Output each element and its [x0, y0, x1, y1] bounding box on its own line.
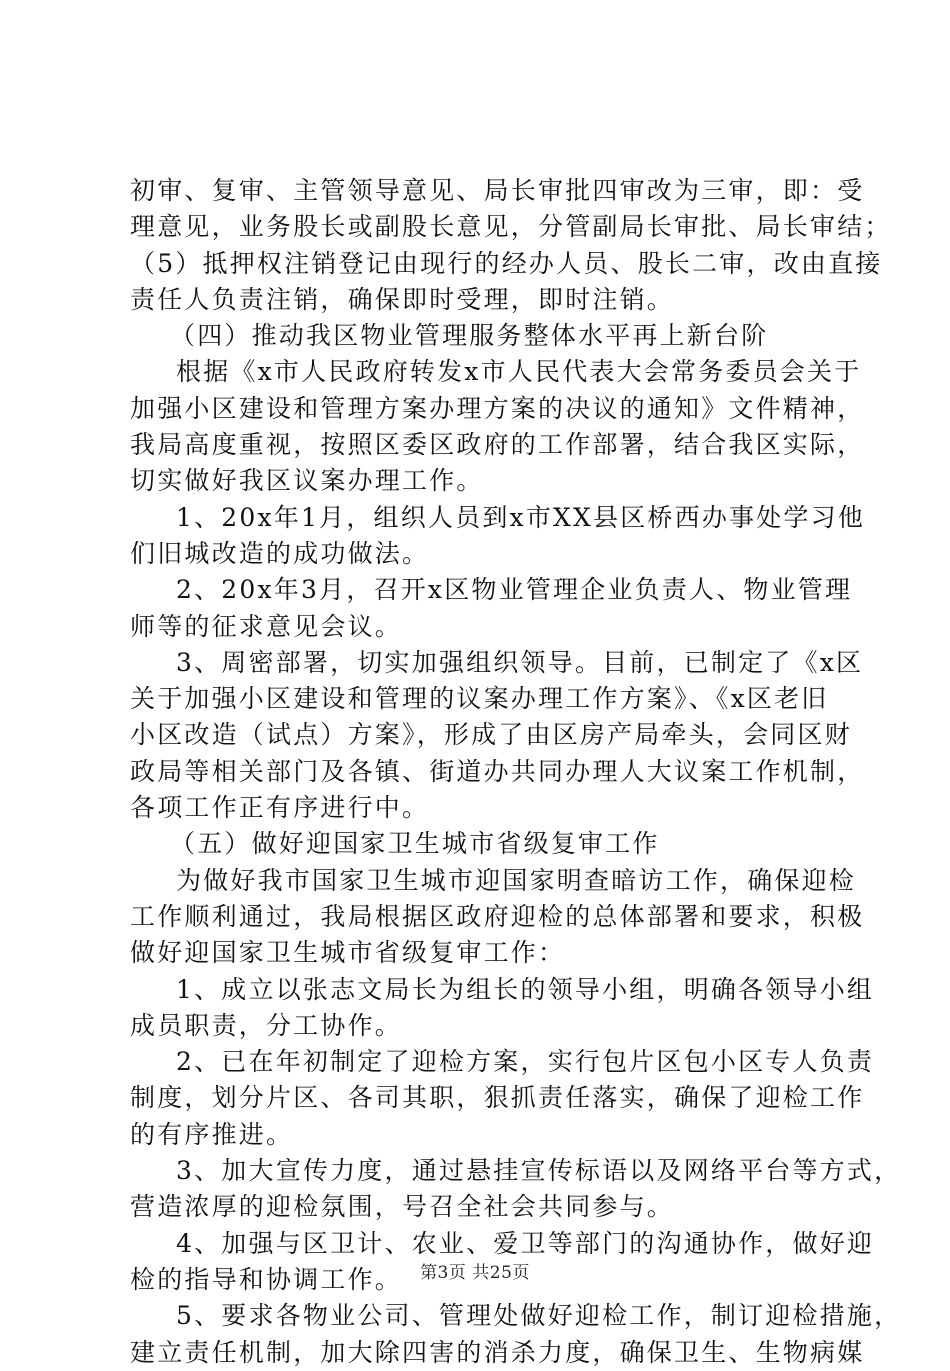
text-line: 制度，划分片区、各司其职，狠抓责任落实，确保了迎检工作: [130, 1083, 865, 1113]
text-line: 营造浓厚的迎检氛围，号召全社会共同参与。: [130, 1192, 675, 1222]
list-item-line: 5、要求各物业公司、管理处做好迎检工作，制订迎检措施，: [176, 1301, 902, 1331]
text-line: 根据《x市人民政府转发x市人民代表大会常务委员会关于: [176, 357, 862, 387]
text-line: 政局等相关部门及各镇、街道办共同办理人大议案工作机制，: [130, 756, 865, 786]
text-line: 关于加强小区建设和管理的议案办理工作方案》、《x区老旧: [130, 684, 829, 714]
list-item-line: 3、加大宣传力度，通过悬挂宣传标语以及网络平台等方式，: [176, 1156, 902, 1186]
list-item-line: 2、已在年初制定了迎检方案，实行包片区包小区专人负责: [176, 1047, 875, 1077]
section-heading: （五）做好迎国家卫生城市省级复审工作: [170, 829, 660, 859]
text-line: 们旧城改造的成功做法。: [130, 538, 430, 568]
list-item-line: 4、加强与区卫计、农业、爱卫等部门的沟通协作，做好迎: [176, 1228, 875, 1258]
text-line: 师等的征求意见会议。: [130, 611, 403, 641]
text-line: 建立责任机制，加大除四害的消杀力度，确保卫生、生物病媒: [130, 1337, 865, 1367]
list-item-line: 2、20x年3月，召开x区物业管理企业负责人、物业管理: [176, 575, 853, 605]
text-line: 各项工作正有序进行中。: [130, 793, 430, 823]
text-line: 切实做好我区议案办理工作。: [130, 466, 484, 496]
document-body: [130, 173, 902, 1371]
section-heading: （四）推动我区物业管理服务整体水平再上新台阶: [170, 321, 769, 351]
text-line: （5）抵押权注销登记由现行的经办人员、股长二审，改由直接: [130, 248, 883, 278]
text-line: 初审、复审、主管领导意见、局长审批四审改为三审，即：受: [130, 176, 865, 205]
text-line: 小区改造（试点）方案》，形成了由区房产局牵头，会同区财: [130, 720, 852, 750]
page-footer: [0, 1258, 950, 1283]
list-item-line: 1、20x年1月，组织人员到x市XX县区桥西办事处学习他: [176, 502, 866, 532]
text-line: 做好迎国家卫生城市省级复审工作：: [130, 938, 566, 968]
list-item-line: 3、周密部署，切实加强组织领导。目前，已制定了《x区: [176, 647, 864, 677]
text-line: 工作顺利通过，我局根据区政府迎检的总体部署和要求，积极: [130, 901, 865, 931]
text-line: 加强小区建设和管理方案办理方案的决议的通知》文件精神，: [130, 393, 865, 423]
text-line: 责任人负责注销，确保即时受理，即时注销。: [130, 284, 675, 314]
text-line: 理意见，业务股长或副股长意见，分管副局长审批、局长审结；: [130, 212, 892, 242]
text-line: 检的指导和协调工作。: [130, 1264, 403, 1294]
text-line: 我局高度重视，按照区委区政府的工作部署，结合我区实际，: [130, 430, 865, 460]
text-line: 为做好我市国家卫生城市迎国家明查暗访工作，确保迎检: [176, 865, 857, 895]
text-line: 成员职责，分工协作。: [130, 1010, 403, 1040]
page-number: 第3页 共25页: [420, 1263, 530, 1283]
list-item-line: 1、成立以张志文局长为组长的领导小组，明确各领导小组: [176, 974, 875, 1004]
text-line: 的有序推进。: [130, 1119, 294, 1149]
